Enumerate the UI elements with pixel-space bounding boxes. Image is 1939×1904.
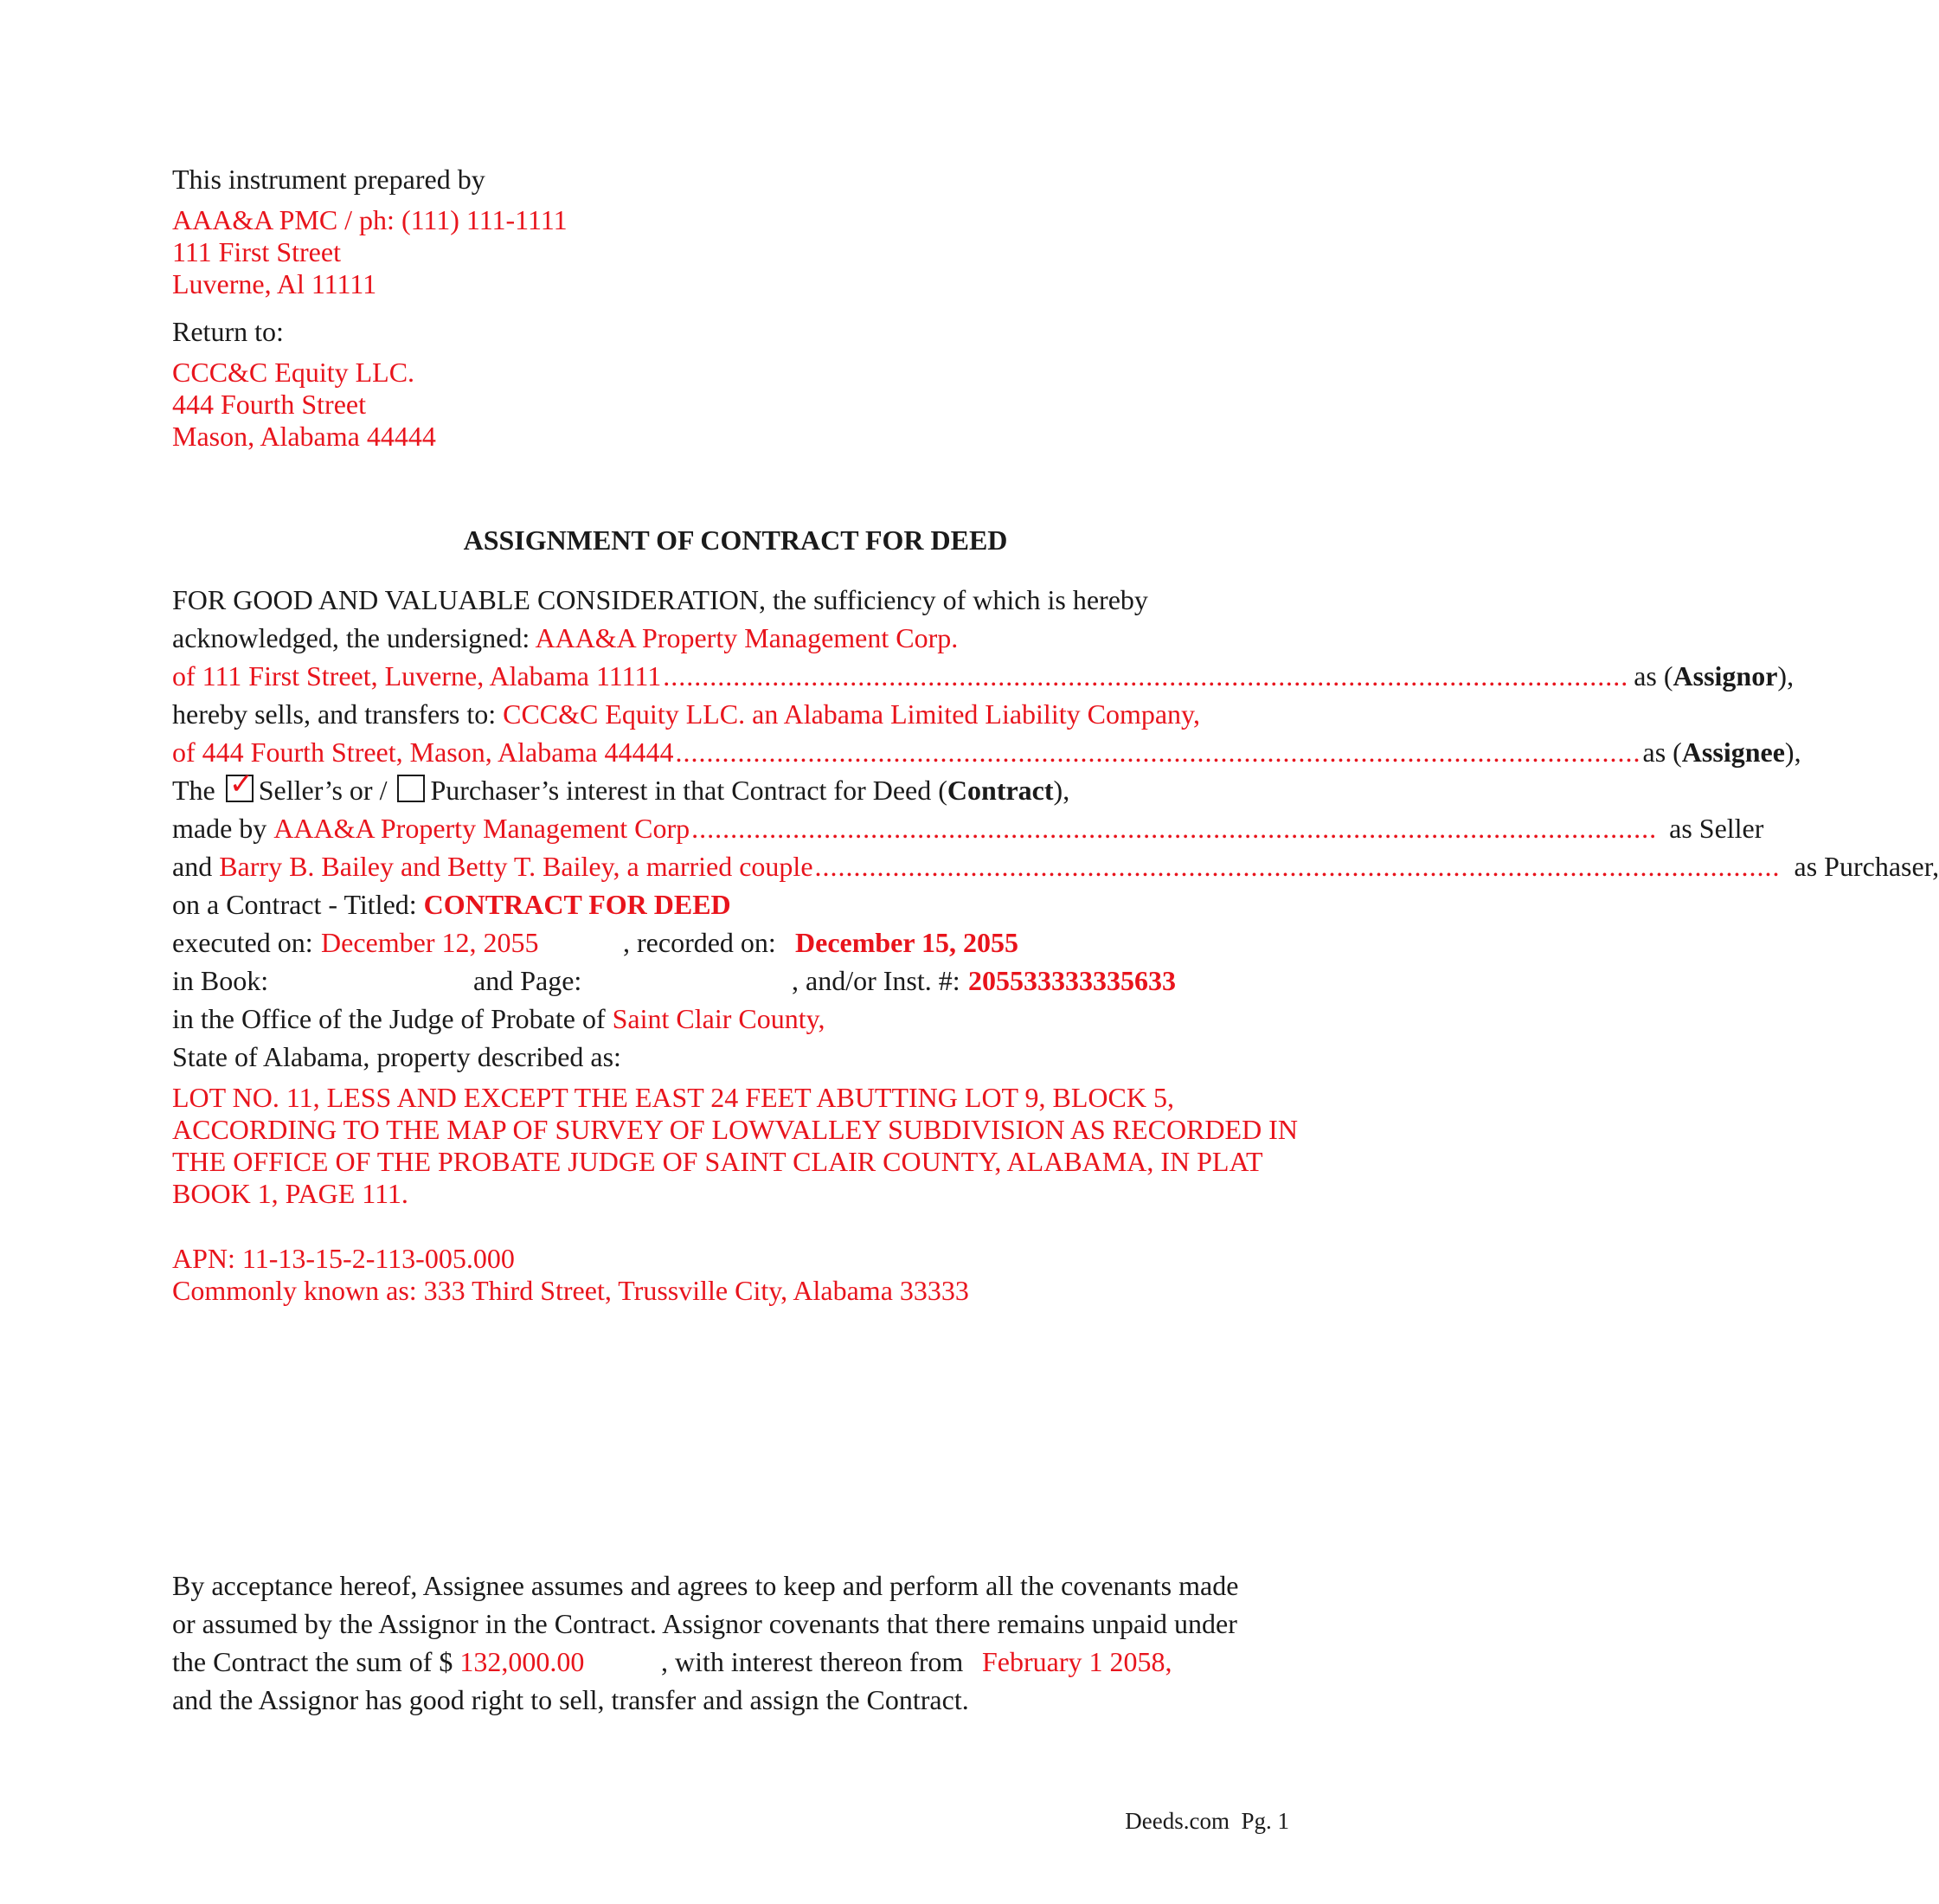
acceptance-line-3 — [172, 1643, 1297, 1681]
page-label: and Page: — [473, 965, 582, 996]
titled-line — [172, 887, 1290, 922]
recorded-label: , recorded on: — [623, 927, 776, 958]
as-seller-label: as Seller — [1669, 813, 1764, 844]
purchaser-name: Barry B. Bailey and Betty T. Bailey, a married couple — [219, 851, 813, 882]
body-line-2 — [172, 621, 1290, 655]
assignor-address-line — [172, 659, 1795, 693]
book-page-line — [172, 963, 1290, 998]
assignee-address-line — [172, 735, 1801, 769]
titled-label: on a Contract - Titled: — [172, 889, 424, 920]
acceptance-line-2: or assumed by the Assignor in the Contract. Assignor covenants that there remains unpaid under — [172, 1608, 1237, 1639]
contract-title: CONTRACT FOR DEED — [423, 889, 731, 920]
and-label: and — [172, 851, 220, 882]
seller-interest-label: Seller’s or / — [258, 775, 388, 806]
preparer-line-3: Luverne, Al 11111 — [172, 268, 377, 299]
contract-word: Contract — [947, 775, 1054, 806]
sum-label: the Contract the sum of $ — [172, 1646, 460, 1677]
page-footer: Deeds.com Pg. 1 — [1125, 1808, 1289, 1834]
acceptance-line-1: By acceptance hereof, Assignee assumes and agrees to keep and perform all the covenants made — [172, 1570, 1239, 1601]
acceptance-paragraph — [172, 1566, 1297, 1719]
seller-checkbox[interactable] — [226, 769, 254, 802]
purchaser-interest-label: Purchaser’s interest in that Contract for Deed ( — [430, 775, 947, 806]
book-label: in Book: — [172, 965, 269, 996]
assignor-address: of 111 First Street, Luverne, Alabama 11111 — [172, 660, 662, 691]
executed-date: December 12, 2055 — [321, 927, 539, 958]
made-by-line — [172, 811, 1764, 846]
preparer-line-1: AAA&A PMC / ph: (111) 111-1111 — [172, 204, 568, 235]
the-label: The — [172, 775, 215, 806]
state-line: State of Alabama, property described as: — [172, 1041, 621, 1072]
return-line-1: CCC&C Equity LLC. — [172, 357, 415, 388]
as-assignor: as (Assignor), — [1634, 660, 1795, 691]
assignor-name: AAA&A Property Management Corp. — [535, 622, 959, 653]
seller-name: AAA&A Property Management Corp — [273, 813, 690, 844]
acceptance-line-4: and the Assignor has good right to sell, transfer and assign the Contract. — [172, 1684, 969, 1715]
commonly-known-as: Commonly known as: 333 Third Street, Trussville City, Alabama 33333 — [172, 1275, 969, 1306]
legal-description: LOT NO. 11, LESS AND EXCEPT THE EAST 24 FEET ABUTTING LOT 9, BLOCK 5, ACCORDING TO THE MAP OF SURVEY OF LOWVALLEY SUBDIVISION AS RECORDED IN THE OFFICE OF THE PROBATE JUDGE OF SAINT CLAIR COUNTY, ALABAMA, IN PLAT BOOK 1, PAGE 111. — [172, 1082, 1298, 1209]
office-label: in the Office of the Judge of Probate of — [172, 1003, 613, 1034]
return-line-3: Mason, Alabama 44444 — [172, 421, 436, 452]
body-line-4 — [172, 697, 1290, 731]
assignee-address: of 444 Fourth Street, Mason, Alabama 44444 — [172, 737, 674, 768]
apn: APN: 11-13-15-2-113-005.000 — [172, 1243, 515, 1274]
unpaid-amount: 132,000.00 — [459, 1646, 585, 1677]
purchaser-line — [172, 849, 1939, 884]
assignee-name: CCC&C Equity LLC. an Alabama Limited Liability Company, — [503, 698, 1200, 730]
dot-leader: ............................................................................................................................ — [691, 813, 1658, 844]
inst-label: , and/or Inst. #: — [792, 965, 960, 996]
body-line-1: FOR GOOD AND VALUABLE CONSIDERATION, the sufficiency of which is hereby — [172, 584, 1148, 615]
interest-date: February 1 2058, — [982, 1646, 1172, 1677]
executed-label: executed on: — [172, 927, 313, 958]
purchaser-checkbox[interactable] — [397, 775, 425, 802]
executed-line — [172, 925, 1290, 960]
interest-label: , with interest thereon from — [661, 1646, 964, 1677]
dot-leader: ............................................................................................................................ — [814, 851, 1781, 882]
return-to-label: Return to: — [172, 316, 284, 347]
county: Saint Clair County, — [612, 1003, 825, 1034]
as-assignee: as (Assignee), — [1642, 737, 1801, 768]
dot-leader: ............................................................................................................................ — [663, 660, 1629, 691]
check-mark-icon: ✓ — [228, 769, 254, 801]
prepared-by-label: This instrument prepared by — [172, 164, 485, 195]
document-title: ASSIGNMENT OF CONTRACT FOR DEED — [463, 524, 1008, 556]
transfers-text: hereby sells, and transfers to: — [172, 698, 504, 730]
return-line-2: 444 Fourth Street — [172, 389, 366, 420]
inst-number: 205533333335633 — [968, 965, 1176, 996]
office-line — [172, 1001, 1290, 1036]
as-purchaser-label: as Purchaser, — [1794, 851, 1939, 882]
dot-leader: ............................................................................................................................ — [675, 737, 1641, 768]
preparer-line-2: 111 First Street — [172, 236, 341, 267]
recorded-date: December 15, 2055 — [795, 927, 1018, 958]
interest-line: The ✓ Seller’s or / Purchaser’s interest in that Contract for Deed (Contract), — [172, 769, 1070, 806]
acknowledged-text: acknowledged, the undersigned: — [172, 622, 536, 653]
made-by-label: made by — [172, 813, 274, 844]
